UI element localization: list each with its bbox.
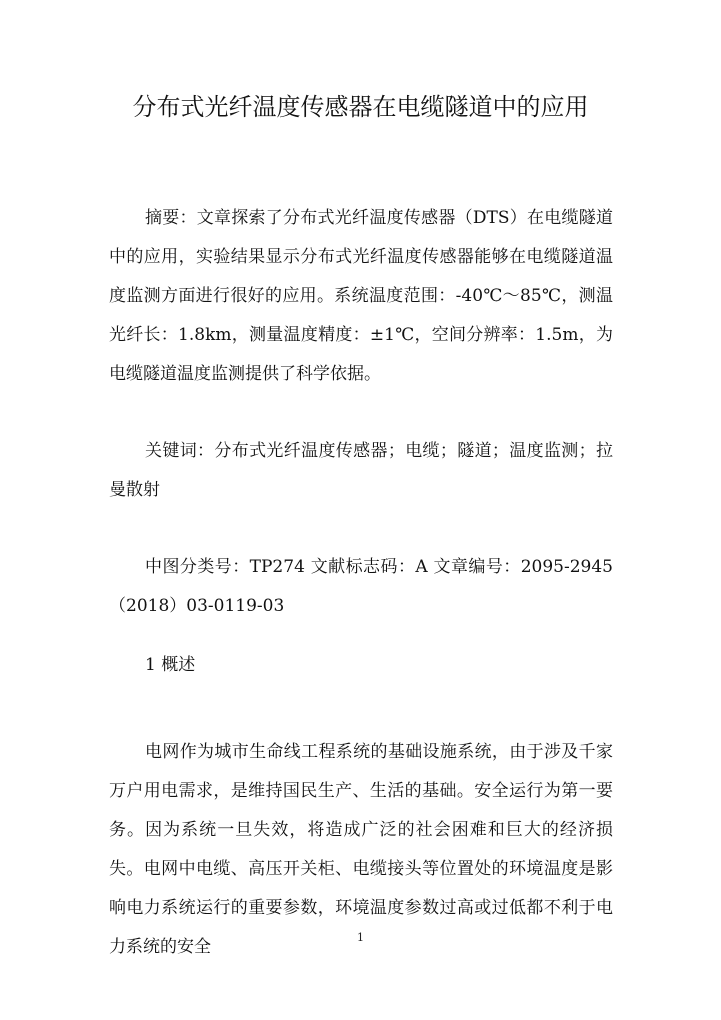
abstract-paragraph: 摘要：文章探索了分布式光纤温度传感器（DTS）在电缆隧道中的应用，实验结果显示分布式光纤温度传感器能够在电缆隧道温度监测方面进行很好的应用。系统温度范围：-40℃～85℃，测温光纤长：1.8km，测量温度精度：±1℃，空间分辨率：1.5m，为电缆隧道温度监测提供了科学依据。: [109, 208, 613, 384]
document-title: 分布式光纤温度传感器在电缆隧道中的应用: [132, 93, 589, 121]
keywords-paragraph: 关键词：分布式光纤温度传感器；电缆；隧道；温度监测；拉曼散射: [109, 441, 613, 500]
classification-info: 中图分类号：TP274 文献标志码：A 文章编号：2095-2945（2018）03-0119-03: [109, 557, 613, 616]
page-number: 1: [357, 931, 364, 944]
intro-paragraph: 电网作为城市生命线工程系统的基础设施系统，由于涉及千家万户用电需求，是维持国民生产、生活的基础。安全运行为第一要务。因为系统一旦失效，将造成广泛的社会困难和巨大的经济损失。电网中电缆、高压开关柜、电缆接头等位置处的环境温度是影响电力系统运行的重要参数，环境温度参数过高或过低都不利于电力系统的安全: [109, 742, 613, 957]
section-heading: 1 概述: [145, 655, 196, 675]
